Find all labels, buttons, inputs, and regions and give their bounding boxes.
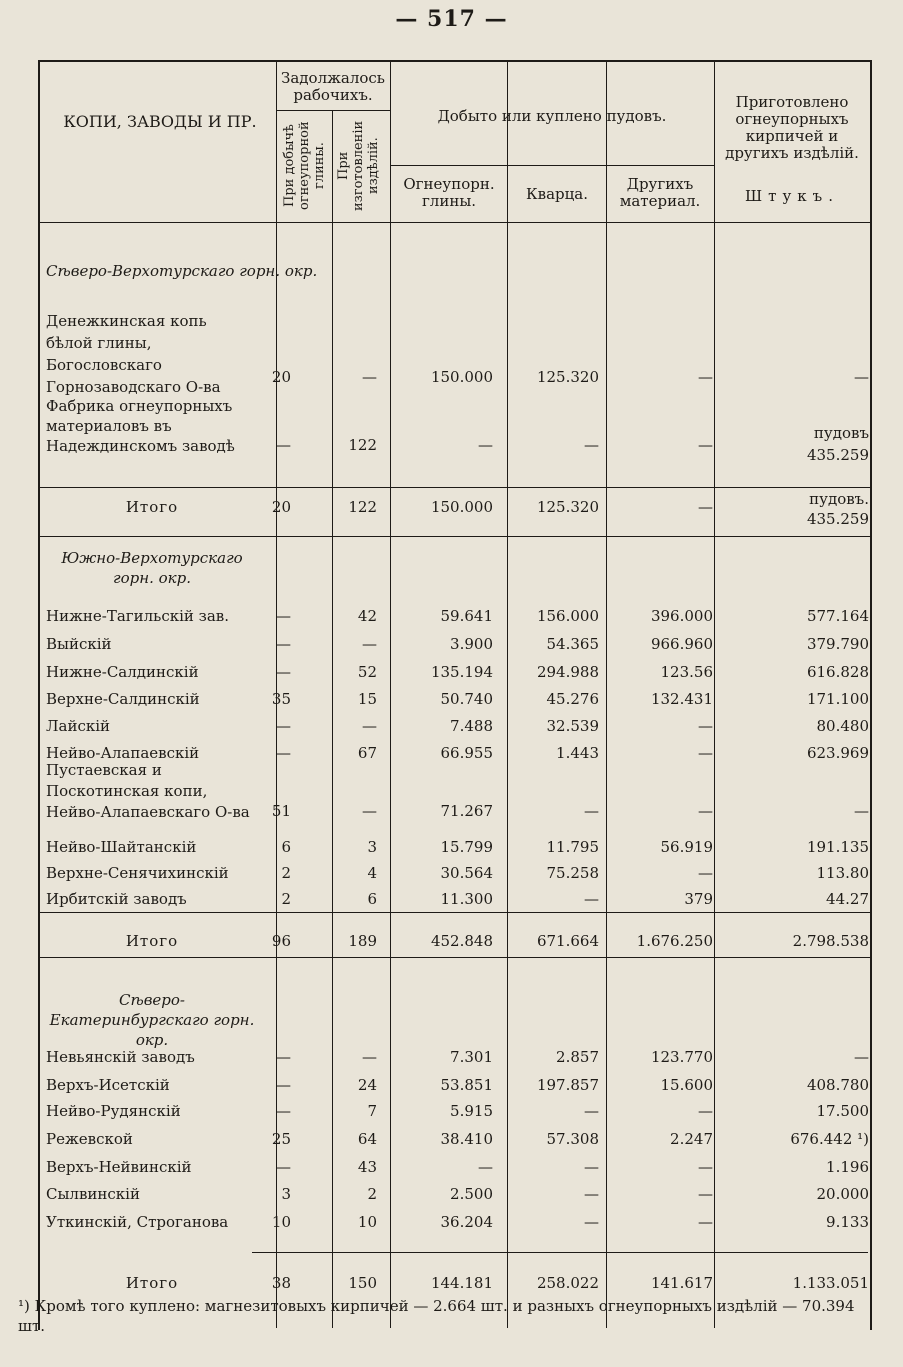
cell-workers-making: 3 xyxy=(367,838,377,856)
cell-workers-making: 52 xyxy=(357,663,377,681)
cell-other: 15.600 xyxy=(660,1076,713,1094)
cell-other: 56.919 xyxy=(660,838,713,856)
cell-clay: 452.848 xyxy=(430,932,493,950)
table-row xyxy=(0,717,903,741)
cell-clay: 53.851 xyxy=(440,1076,493,1094)
cell-workers-making: 122 xyxy=(348,436,377,454)
cell-workers-making: 4 xyxy=(367,864,377,882)
cell-workers-making: 7 xyxy=(367,1102,377,1120)
total-label: Итого xyxy=(125,932,179,950)
header-quartz: Кварца. xyxy=(526,185,588,203)
cell-workers-mining: — xyxy=(276,717,291,735)
cell-clay: 150.000 xyxy=(430,498,493,516)
cell-pieces: 676.442 ¹) xyxy=(790,1130,869,1148)
cell-other: 379 xyxy=(684,890,713,908)
table-row xyxy=(0,1158,903,1182)
cell-clay: 3.900 xyxy=(450,635,493,653)
cell-workers-making: — xyxy=(362,368,377,386)
cell-quartz: 54.365 xyxy=(546,635,599,653)
cell-workers-making: — xyxy=(362,1048,377,1066)
cell-other: — xyxy=(698,498,713,516)
cell-workers-making: 67 xyxy=(357,744,377,762)
cell-other: — xyxy=(698,744,713,762)
cell-clay: 71.267 xyxy=(440,802,493,820)
table-row xyxy=(0,761,903,826)
cell-pieces: 44.27 xyxy=(826,890,869,908)
table-row xyxy=(0,1048,903,1072)
row-name: Ирбитскій заводъ xyxy=(46,890,187,908)
cell-clay: 15.799 xyxy=(440,838,493,856)
cell-workers-making: 64 xyxy=(357,1130,377,1148)
cell-pieces: 191.135 xyxy=(806,838,869,856)
cell-quartz: 57.308 xyxy=(546,1130,599,1148)
cell-pieces: 17.500 xyxy=(816,1102,869,1120)
table-row xyxy=(0,368,903,392)
row-name: Верхъ-Исетскій xyxy=(46,1076,170,1094)
cell-clay: 2.500 xyxy=(450,1185,493,1203)
cell-workers-making: 6 xyxy=(367,890,377,908)
row-name: Нижне-Салдинскій xyxy=(46,663,199,681)
cell-workers-making: 42 xyxy=(357,607,377,625)
cell-clay: 7.301 xyxy=(450,1048,493,1066)
cell-other: — xyxy=(698,1185,713,1203)
section-title: Южно-Верхотурскаго горн. окр. xyxy=(61,549,243,587)
header-name: КОПИ, ЗАВОДЫ И ПР. xyxy=(63,112,257,131)
cell-workers-mining: — xyxy=(276,1102,291,1120)
cell-workers-mining: 10 xyxy=(271,1213,291,1231)
table-row xyxy=(0,663,903,687)
cell-quartz: — xyxy=(584,890,599,908)
cell-workers-making: — xyxy=(362,635,377,653)
cell-quartz: 294.988 xyxy=(536,663,599,681)
cell-quartz: — xyxy=(584,436,599,454)
header-pieces: Штукъ. xyxy=(745,187,839,205)
total-line xyxy=(38,957,870,958)
cell-quartz: 2.857 xyxy=(556,1048,599,1066)
cell-workers-mining: 3 xyxy=(281,1185,291,1203)
cell-quartz: 197.857 xyxy=(536,1076,599,1094)
cell-other: 123.770 xyxy=(650,1048,713,1066)
cell-pieces: 379.790 xyxy=(806,635,869,653)
total-line xyxy=(252,1252,868,1253)
table-row xyxy=(0,1213,903,1237)
cell-workers-mining: — xyxy=(276,1158,291,1176)
header-mined: Добыто или куплено пудовъ. xyxy=(437,107,667,125)
cell-pieces: 171.100 xyxy=(806,690,869,708)
cell-quartz: — xyxy=(584,1185,599,1203)
cell-workers-mining: — xyxy=(276,744,291,762)
cell-workers-making: 189 xyxy=(348,932,377,950)
row-name: Нижне-Тагильскій зав. xyxy=(46,607,229,625)
cell-quartz: — xyxy=(584,1102,599,1120)
cell-pieces: 577.164 xyxy=(806,607,869,625)
cell-pieces: 113.80 xyxy=(816,864,869,882)
row-name: Нейво-Шайтанскій xyxy=(46,838,197,856)
cell-other: 966.960 xyxy=(650,635,713,653)
cell-pieces: 616.828 xyxy=(806,663,869,681)
cell-unit: пудовъ. xyxy=(809,490,869,508)
cell-clay: 30.564 xyxy=(440,864,493,882)
table-row xyxy=(0,1130,903,1154)
header-workers-mining: При добычѣ огнеупорной глины. xyxy=(282,121,327,211)
cell-other: 132.431 xyxy=(650,690,713,708)
header-divider xyxy=(390,165,714,166)
cell-other: 1.676.250 xyxy=(636,932,713,950)
cell-quartz: 75.258 xyxy=(546,864,599,882)
cell-pieces: 408.780 xyxy=(806,1076,869,1094)
total-row xyxy=(0,932,903,956)
header-made: Приготовлено огнеупорныхъ кирпичей и другихъ издѣлій. xyxy=(725,93,859,162)
cell-pieces: 1.133.051 xyxy=(792,1274,869,1292)
header-clay: Огнеупорн. глины. xyxy=(403,175,495,210)
cell-quartz: 45.276 xyxy=(546,690,599,708)
cell-workers-mining: — xyxy=(276,436,291,454)
row-name: Фабрика огнеупорныхъ материаловъ въ Надеждинскомъ заводѣ xyxy=(46,397,235,455)
section-title: Сѣверо-Екатеринбургскаго горн. окр. xyxy=(49,991,255,1049)
total-row xyxy=(0,1274,903,1298)
row-name: Верхъ-Нейвинскій xyxy=(46,1158,192,1176)
cell-pieces: 1.196 xyxy=(826,1158,869,1176)
cell-clay: 59.641 xyxy=(440,607,493,625)
cell-quartz: — xyxy=(584,1158,599,1176)
header-other: Другихъ материал. xyxy=(619,175,701,210)
cell-workers-mining: 20 xyxy=(271,498,291,516)
total-label: Итого xyxy=(125,1274,179,1292)
cell-quartz: — xyxy=(584,1213,599,1231)
cell-quartz: — xyxy=(584,802,599,820)
cell-workers-making: — xyxy=(362,717,377,735)
cell-quartz: 125.320 xyxy=(536,498,599,516)
cell-clay: — xyxy=(478,1158,493,1176)
cell-workers-mining: 38 xyxy=(271,1274,291,1292)
cell-quartz: 258.022 xyxy=(536,1274,599,1292)
cell-workers-mining: — xyxy=(276,635,291,653)
row-name: Выйскій xyxy=(46,635,112,653)
cell-workers-mining: — xyxy=(276,607,291,625)
cell-pieces: — xyxy=(854,368,869,386)
row-name: Верхне-Сенячихинскій xyxy=(46,864,229,882)
total-row xyxy=(0,490,903,528)
cell-workers-making: 24 xyxy=(357,1076,377,1094)
row-name: Режевской xyxy=(46,1130,133,1148)
cell-other: 396.000 xyxy=(650,607,713,625)
total-line xyxy=(38,536,870,537)
cell-clay: 50.740 xyxy=(440,690,493,708)
cell-workers-mining: — xyxy=(276,1076,291,1094)
page-number: — 517 — xyxy=(395,6,508,32)
total-line xyxy=(38,487,870,488)
table-row xyxy=(0,690,903,714)
cell-clay: — xyxy=(478,436,493,454)
row-name: Верхне-Салдинскій xyxy=(46,690,200,708)
row-name: Невьянскій заводъ xyxy=(46,1048,195,1066)
table-row xyxy=(0,1076,903,1100)
cell-quartz: 1.443 xyxy=(556,744,599,762)
table-row xyxy=(0,838,903,862)
row-name: Лайскій xyxy=(46,717,111,735)
cell-other: — xyxy=(698,1213,713,1231)
cell-workers-mining: — xyxy=(276,1048,291,1066)
cell-pieces: — xyxy=(854,802,869,820)
cell-clay: 135.194 xyxy=(430,663,493,681)
row-name: Денежкинская копь бѣлой глины, Богословскаго Горнозаводскаго О-ва xyxy=(46,312,221,396)
cell-workers-making: 122 xyxy=(348,498,377,516)
header-divider xyxy=(276,110,390,111)
cell-workers-mining: 35 xyxy=(271,690,291,708)
cell-quartz: 671.664 xyxy=(536,932,599,950)
cell-other: — xyxy=(698,864,713,882)
cell-workers-making: 150 xyxy=(348,1274,377,1292)
cell-pieces: 435.259 xyxy=(806,510,869,528)
row-name: Нейво-Алапаевскій xyxy=(46,744,200,762)
cell-workers-mining: 20 xyxy=(271,368,291,386)
cell-clay: 5.915 xyxy=(450,1102,493,1120)
total-label: Итого xyxy=(125,498,179,516)
cell-other: — xyxy=(698,436,713,454)
cell-clay: 36.204 xyxy=(440,1213,493,1231)
header-bottom-line xyxy=(38,222,870,223)
cell-pieces: 2.798.538 xyxy=(792,932,869,950)
row-name: Нейво-Рудянскій xyxy=(46,1102,181,1120)
cell-clay: 144.181 xyxy=(430,1274,493,1292)
cell-workers-making: 2 xyxy=(367,1185,377,1203)
cell-pieces: 623.969 xyxy=(806,744,869,762)
cell-workers-making: 15 xyxy=(357,690,377,708)
cell-quartz: 156.000 xyxy=(536,607,599,625)
cell-pieces: 435.259 xyxy=(806,446,869,464)
cell-workers-making: 10 xyxy=(357,1213,377,1231)
cell-quartz: 11.795 xyxy=(546,838,599,856)
cell-pieces: 20.000 xyxy=(816,1185,869,1203)
cell-workers-mining: 6 xyxy=(281,838,291,856)
cell-pieces: 9.133 xyxy=(826,1213,869,1231)
cell-other: 141.617 xyxy=(650,1274,713,1292)
cell-quartz: 125.320 xyxy=(536,368,599,386)
cell-workers-mining: 25 xyxy=(271,1130,291,1148)
table-row xyxy=(0,1102,903,1126)
cell-clay: 11.300 xyxy=(440,890,493,908)
row-name: Уткинскій, Строганова xyxy=(46,1213,229,1231)
cell-clay: 66.955 xyxy=(440,744,493,762)
cell-other: — xyxy=(698,1158,713,1176)
table-row xyxy=(0,864,903,888)
cell-other: 123.56 xyxy=(660,663,713,681)
cell-other: — xyxy=(698,1102,713,1120)
cell-workers-mining: 96 xyxy=(271,932,291,950)
cell-clay: 150.000 xyxy=(430,368,493,386)
row-name: Пустаевская и Поскотинская копи, Нейво-Алапаевскаго О-ва xyxy=(46,761,250,821)
table-row xyxy=(0,635,903,659)
cell-workers-mining: 2 xyxy=(281,890,291,908)
cell-unit: пудовъ xyxy=(813,424,869,442)
cell-quartz: 32.539 xyxy=(546,717,599,735)
cell-workers-making: — xyxy=(362,802,377,820)
header-workers-making: При изготовленіи издѣлій. xyxy=(336,120,381,212)
cell-other: 2.247 xyxy=(670,1130,713,1148)
cell-pieces: 80.480 xyxy=(816,717,869,735)
cell-other: — xyxy=(698,802,713,820)
cell-clay: 7.488 xyxy=(450,717,493,735)
cell-workers-mining: — xyxy=(276,663,291,681)
header-workers: Задолжалось рабочихъ. xyxy=(281,69,385,104)
cell-pieces: — xyxy=(854,1048,869,1066)
cell-other: — xyxy=(698,368,713,386)
cell-other: — xyxy=(698,717,713,735)
section-title: Сѣверо-Верхотурскаго горн. окр. xyxy=(46,262,318,280)
cell-workers-mining: 51 xyxy=(271,802,291,820)
cell-workers-mining: 2 xyxy=(281,864,291,882)
table-row xyxy=(0,890,903,914)
row-name: Сылвинскій xyxy=(46,1185,140,1203)
table-row xyxy=(0,1185,903,1209)
cell-clay: 38.410 xyxy=(440,1130,493,1148)
footnote: ¹) Кромѣ того куплено: магнезитовыхъ кирпичей — 2.664 шт. и разныхъ огнеупорныхъ издѣлій — 70.394 шт. xyxy=(18,1297,855,1335)
cell-workers-making: 43 xyxy=(357,1158,377,1176)
table-row xyxy=(0,607,903,631)
